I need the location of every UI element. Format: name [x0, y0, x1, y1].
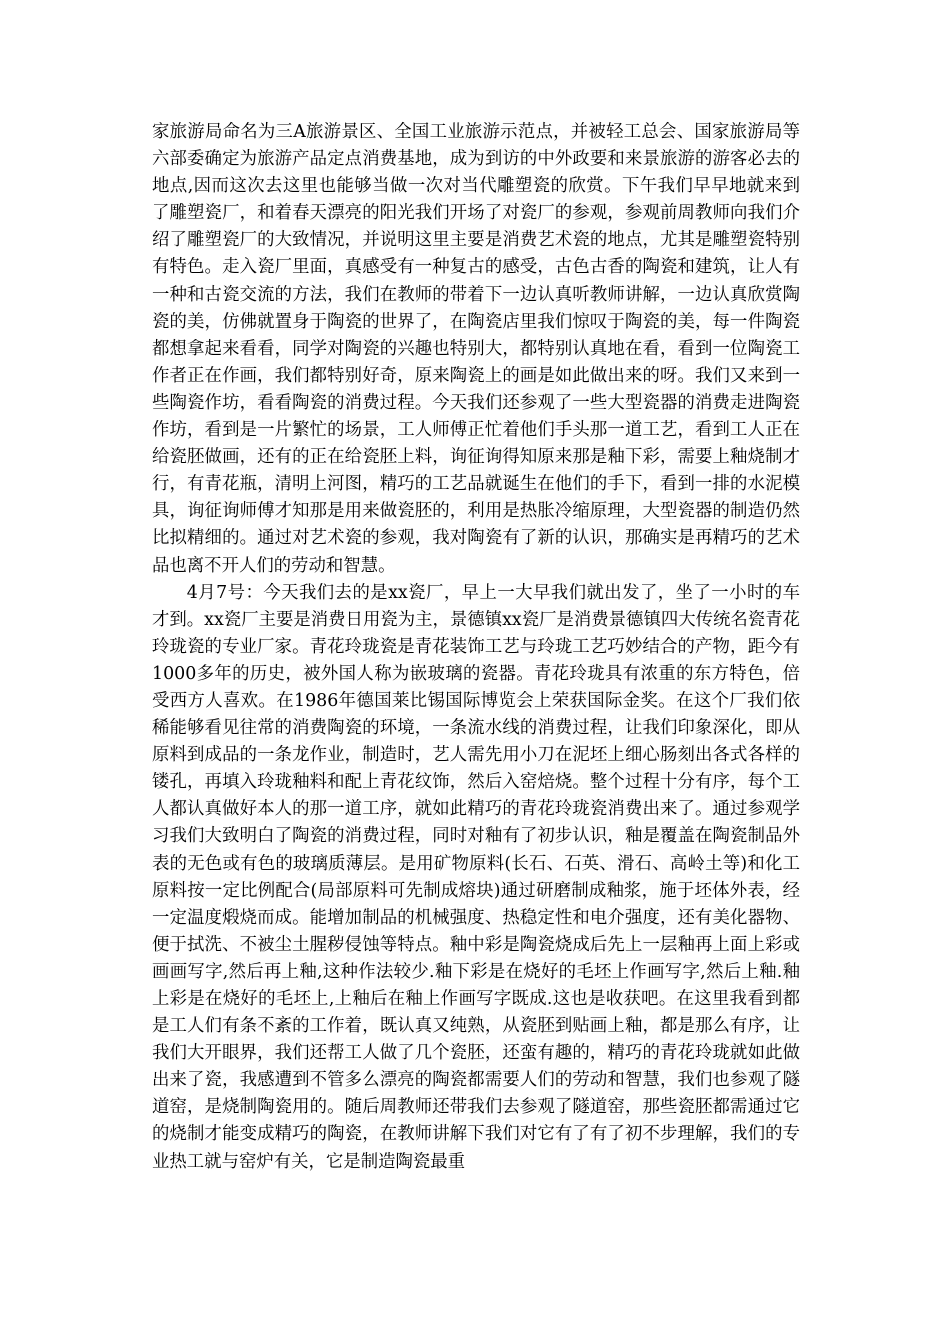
- paragraph-1: 家旅游局命名为三A旅游景区、全国工业旅游示范点，并被轻工总会、国家旅游局等六部委确定为旅游产品定点消费基地，成为到访的中外政要和来景旅游的游客必去的地点,因而这次去这里也能够当做一次对当代雕塑瓷的欣赏。下午我们早早地就来到了雕塑瓷厂，和着春天漂亮的阳光我们开场了对瓷厂的参观，参观前周教师向我们介绍了雕塑瓷厂的大致情况，并说明这里主要是消费艺术瓷的地点，尤其是雕塑瓷特别有特色。走入瓷厂里面，真感受有一种复古的感受，古色古香的陶瓷和建筑，让人有一种和古瓷交流的方法，我们在教师的带着下一边认真听教师讲解，一边认真欣赏陶瓷的美，仿佛就置身于陶瓷的世界了，在陶瓷店里我们惊叹于陶瓷的美，每一件陶瓷都想拿起来看看，同学对陶瓷的兴趣也特别大，都特别认真地在看，看到一位陶瓷工作者正在作画，我们都特别好奇，原来陶瓷上的画是如此做出来的呀。我们又来到一些陶瓷作坊，看看陶瓷的消费过程。今天我们还参观了一些大型瓷器的消费走进陶瓷作坊，看到是一片繁忙的场景，工人师傅正忙着他们手头那一道工艺，看到工人正在给瓷胚做画，还有的正在给瓷胚上料，询征询得知原来那是釉下彩，需要上釉烧制才行，有青花瓶，清明上河图，精巧的工艺品就诞生在他们的手下，看到一排的水泥模具，询征询师傅才知那是用来做瓷胚的，利用是热胀冷缩原理，大型瓷器的制造仍然比拟精细的。通过对艺术瓷的参观，我对陶瓷有了新的认识，那确实是再精巧的艺术品也离不开人们的劳动和智慧。: [152, 122, 800, 576]
- paragraph-2: 4月7号：今天我们去的是xx瓷厂，早上一大早我们就出发了，坐了一小时的车才到。xx瓷厂主要是消费日用瓷为主，景德镇xx瓷厂是消费景德镇四大传统名瓷青花玲珑瓷的专业厂家。青花玲珑瓷是青花装饰工艺与玲珑工艺巧妙结合的产物，距今有1000多年的历史，被外国人称为嵌玻璃的瓷器。青花玲珑具有浓重的东方特色，倍受西方人喜欢。在1986年德国莱比锡国际博览会上荣获国际金奖。在这个厂我们依稀能够看见往常的消费陶瓷的环境，一条流水线的消费过程，让我们印象深化，即从原料到成品的一条龙作业，制造时，艺人需先用小刀在泥坯上细心肠刻出各式各样的镂孔，再填入玲珑釉料和配上青花纹饰，然后入窑焙烧。整个过程十分有序，每个工人都认真做好本人的那一道工序，就如此精巧的青花玲珑瓷消费出来了。通过参观学习我们大致明白了陶瓷的消费过程，同时对釉有了初步认识，釉是覆盖在陶瓷制品外表的无色或有色的玻璃质薄层。是用矿物原料(长石、石英、滑石、高岭土等)和化工原料按一定比例配合(局部原料可先制成熔块)通过研磨制成釉浆，施于坯体外表，经一定温度煅烧而成。能增加制品的机械强度、热稳定性和电介强度，还有美化器物、便于拭洗、不被尘土腥秽侵蚀等特点。釉中彩是陶瓷烧成后先上一层釉再上面上彩或画画写字,然后再上釉,这种作法较少.釉下彩是在烧好的毛坯上作画写字,然后上釉.釉上彩是在烧好的毛坯上,上釉后在釉上作画写字既成.这也是收获吧。在这里我看到都是工人们有条不紊的工作着，既认真又纯熟，从瓷胚到贴画上釉，都是那么有序，让我们大开眼界，我们还帮工人做了几个瓷胚，还蛮有趣的，精巧的青花玲珑就如此做出来了瓷，我感遭到不管多么漂亮的陶瓷都需要人们的劳动和智慧，我们也参观了隧道窑，是烧制陶瓷用的。随后周教师还带我们去参观了隧道窑，那些瓷胚都需通过它的烧制才能变成精巧的陶瓷，在教师讲解下我们对它有了有了初不步理解，我们的专业热工就与窑炉有关，它是制造陶瓷最重: [152, 582, 800, 1172]
- body-text: [152, 119, 800, 1176]
